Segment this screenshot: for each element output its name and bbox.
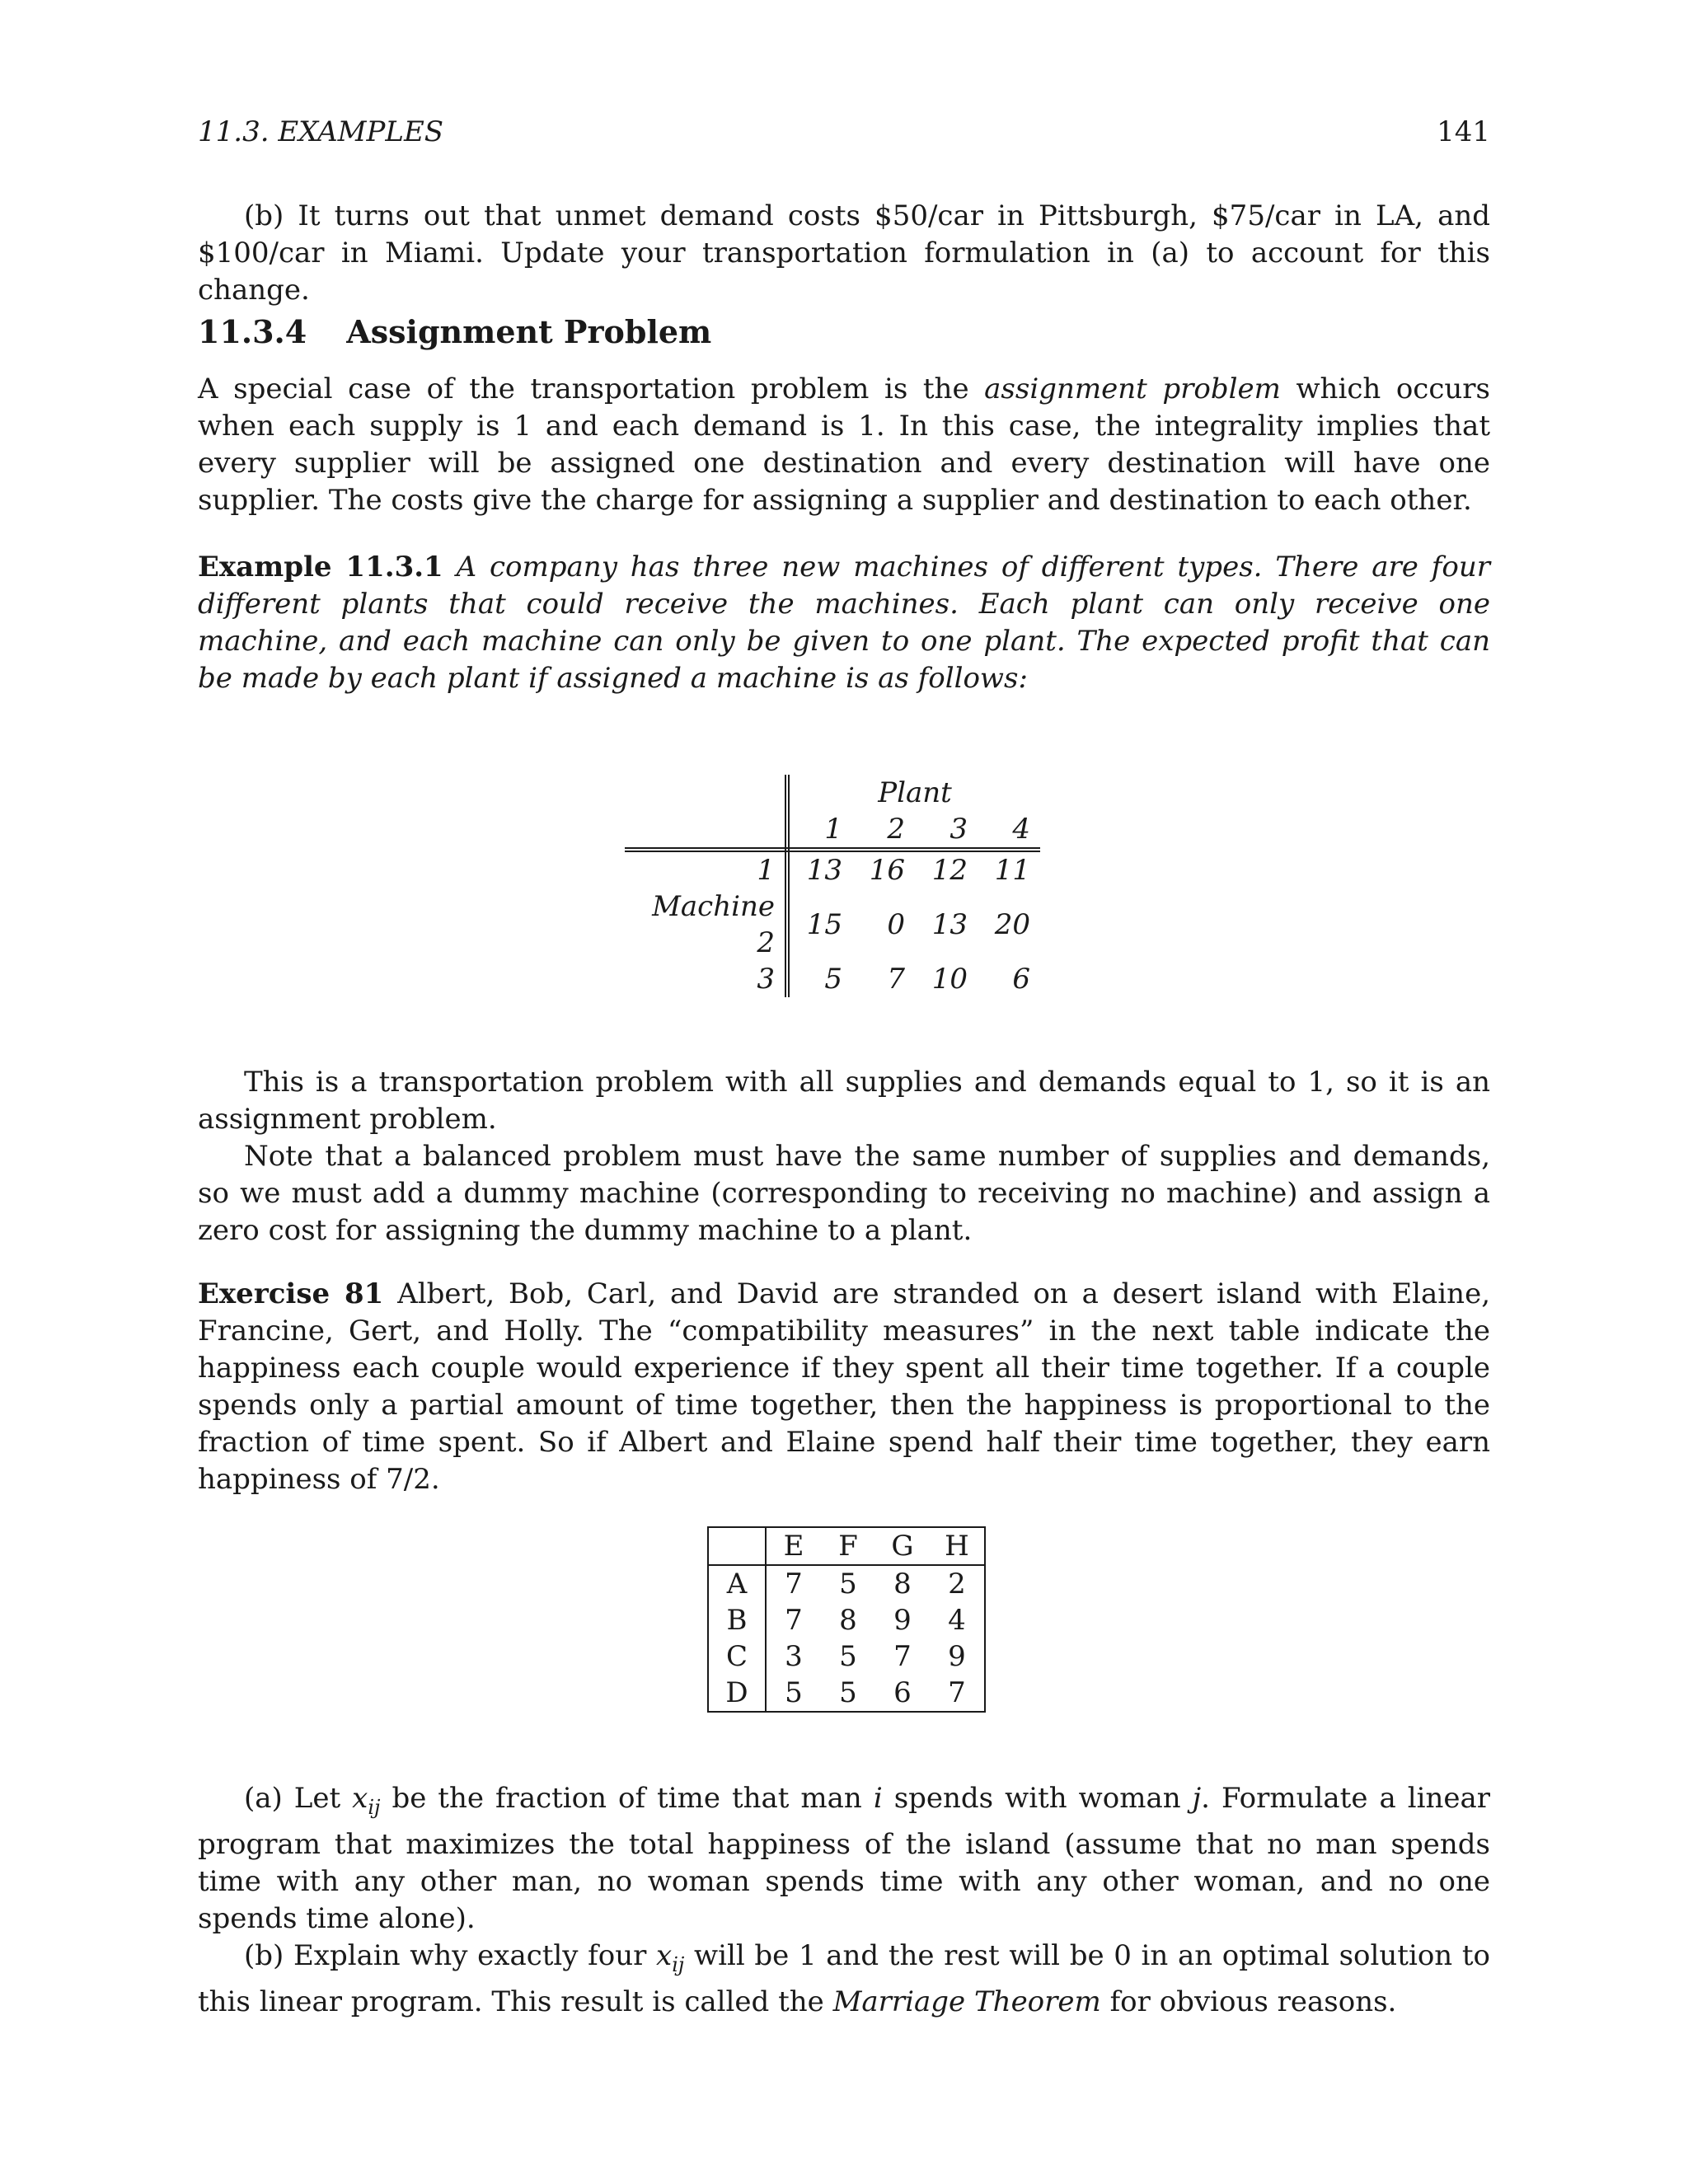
exercise-paragraph (198, 1276, 1490, 1498)
row-group-label: Machine (652, 890, 775, 923)
profit-table (625, 775, 1040, 997)
running-head (198, 115, 1490, 148)
table-cell: 2 (948, 1568, 966, 1601)
table-cell: 0 (887, 908, 905, 941)
table-cell: 13 (806, 854, 842, 887)
assignment-note-paragraph: This is a transportation problem with all supplies and demands equal to 1, so it is an assignment problem. (198, 1066, 1490, 1136)
table-cell: 16 (869, 854, 905, 887)
part-a-text-2: be the fraction of time that man (380, 1782, 874, 1815)
section-heading (198, 312, 1490, 353)
math-variable: x (352, 1782, 368, 1815)
table-cell: 4 (948, 1604, 966, 1637)
row-header: B (708, 1602, 766, 1638)
table-cell: 7 (948, 1676, 966, 1709)
page-number: 141 (1437, 115, 1490, 148)
table-cell: 15 (806, 908, 842, 941)
table-cell: 20 (994, 908, 1030, 941)
part-a-text-3: spends with woman (882, 1782, 1193, 1815)
row-header: D (708, 1675, 766, 1712)
row-label: 2 (757, 926, 775, 959)
table-cell: 3 (785, 1640, 803, 1673)
table-cell: 7 (887, 963, 905, 996)
math-subscript: ij (368, 1795, 381, 1819)
table-cell: 6 (893, 1676, 912, 1709)
table-cell: 7 (785, 1568, 803, 1601)
col-header: 3 (915, 811, 978, 850)
row-header: A (708, 1565, 766, 1602)
table-cell: 5 (785, 1676, 803, 1709)
part-b-text-3: for obvious reasons. (1100, 1985, 1397, 2018)
table-cell: 6 (1012, 963, 1030, 996)
intro-text-1: A special case of the transportation problem is the (198, 373, 985, 405)
table-cell: 13 (931, 908, 968, 941)
example-paragraph (198, 549, 1490, 697)
math-subscript: ij (672, 1952, 685, 1976)
part-b-paragraph (198, 1938, 1490, 2021)
part-b-text-1: (b) Explain why exactly four (244, 1938, 657, 1972)
table-row (625, 850, 1040, 888)
table-cell: 11 (994, 854, 1030, 887)
marriage-theorem-term: Marriage Theorem (832, 1985, 1101, 2018)
table-cell: 9 (893, 1604, 912, 1637)
table-cell: 5 (839, 1568, 857, 1601)
intro-term: assignment problem (984, 373, 1281, 405)
table-cell: 5 (839, 1676, 857, 1709)
table-cell: 7 (893, 1640, 912, 1673)
row-header: 1 (625, 850, 787, 888)
section-title: Assignment Problem (346, 313, 712, 350)
math-variable: j (1192, 1782, 1202, 1815)
col-header: G (875, 1527, 930, 1565)
table-row (708, 1565, 985, 1602)
example-label: Example 11.3.1 (198, 551, 443, 583)
balanced-note-paragraph: Note that a balanced problem must have the same number of supplies and demands, so we must add a dummy machine (corresponding to receiving no machine) and assign a zero cost for assigning the dummy machine to a plant. (198, 1140, 1490, 1247)
table-row (625, 888, 1040, 961)
section-header: 11.3. EXAMPLES (198, 115, 444, 148)
table-row (708, 1638, 985, 1675)
section-number: 11.3.4 (198, 313, 307, 350)
col-header: H (930, 1527, 985, 1565)
table-cell: 8 (839, 1604, 857, 1637)
col-header: 4 (978, 811, 1040, 850)
col-header: F (821, 1527, 875, 1565)
exercise-label: Exercise 81 (198, 1277, 384, 1310)
col-header: 1 (787, 811, 852, 850)
part-a-text-1: (a) Let (244, 1782, 353, 1815)
exercise-text: Albert, Bob, Carl, and David are stranded on a desert island with Elaine, Francine, Gert, and Holly. The “compatibility measures” in the next table indicate the happiness each couple would experience if they spent all their time together. If a couple spends only a partial amount of time together, then the happiness is proportional to the fraction of time spent. So if Albert and Elaine spend half their time together, they earn happiness of 7/2. (198, 1277, 1490, 1496)
math-variable: x (656, 1938, 673, 1972)
part-a-text-4: . Formulate a linear program that maximizes the total happiness of the island (assume that no man spends time with any other man, no woman spends time with any other woman, and no one spends time alone). (198, 1782, 1491, 1935)
table-cell: 8 (893, 1568, 912, 1601)
paragraph-part-b-unmet-demand: (b) It turns out that unmet demand costs $50/car in Pittsburgh, $75/car in LA, and $100/car in Miami. Update your transportation formulation in (a) to account for this change. (198, 199, 1490, 307)
table-cell: 7 (785, 1604, 803, 1637)
col-header: 2 (852, 811, 915, 850)
compatibility-table (707, 1526, 986, 1713)
col-header: E (766, 1527, 821, 1565)
row-header (625, 888, 787, 961)
example-text: A company has three new machines of different types. There are four different plants that could receive the machines. Each plant can only receive one machine, and each machine can only be given to one plant. The expected profit that can be made by each plant if assigned a machine is as follows: (198, 551, 1490, 695)
table-cell: 10 (931, 963, 968, 996)
table-cell: 5 (839, 1640, 857, 1673)
col-group-label: Plant (878, 776, 952, 809)
row-header: 3 (625, 961, 787, 997)
intro-text-2: which occurs when each supply is 1 and each demand is 1. In this case, the integrality implies that every supplier will be assigned one destination and every destination will have one supplier. The costs give the charge for assigning a supplier and destination to each other. (198, 373, 1490, 517)
intro-paragraph (198, 371, 1490, 519)
table-cell: 12 (931, 854, 968, 887)
part-b-text-2: will be 1 and the rest will be 0 in an optimal solution to this linear program. This result is called the (198, 1938, 1490, 2018)
table-row (708, 1602, 985, 1638)
row-header: C (708, 1638, 766, 1675)
math-variable: i (873, 1782, 883, 1815)
table-row (708, 1675, 985, 1712)
table-cell: 9 (948, 1640, 966, 1673)
table-row (625, 961, 1040, 997)
table-cell: 5 (824, 963, 842, 996)
part-a-paragraph (198, 1780, 1490, 1938)
